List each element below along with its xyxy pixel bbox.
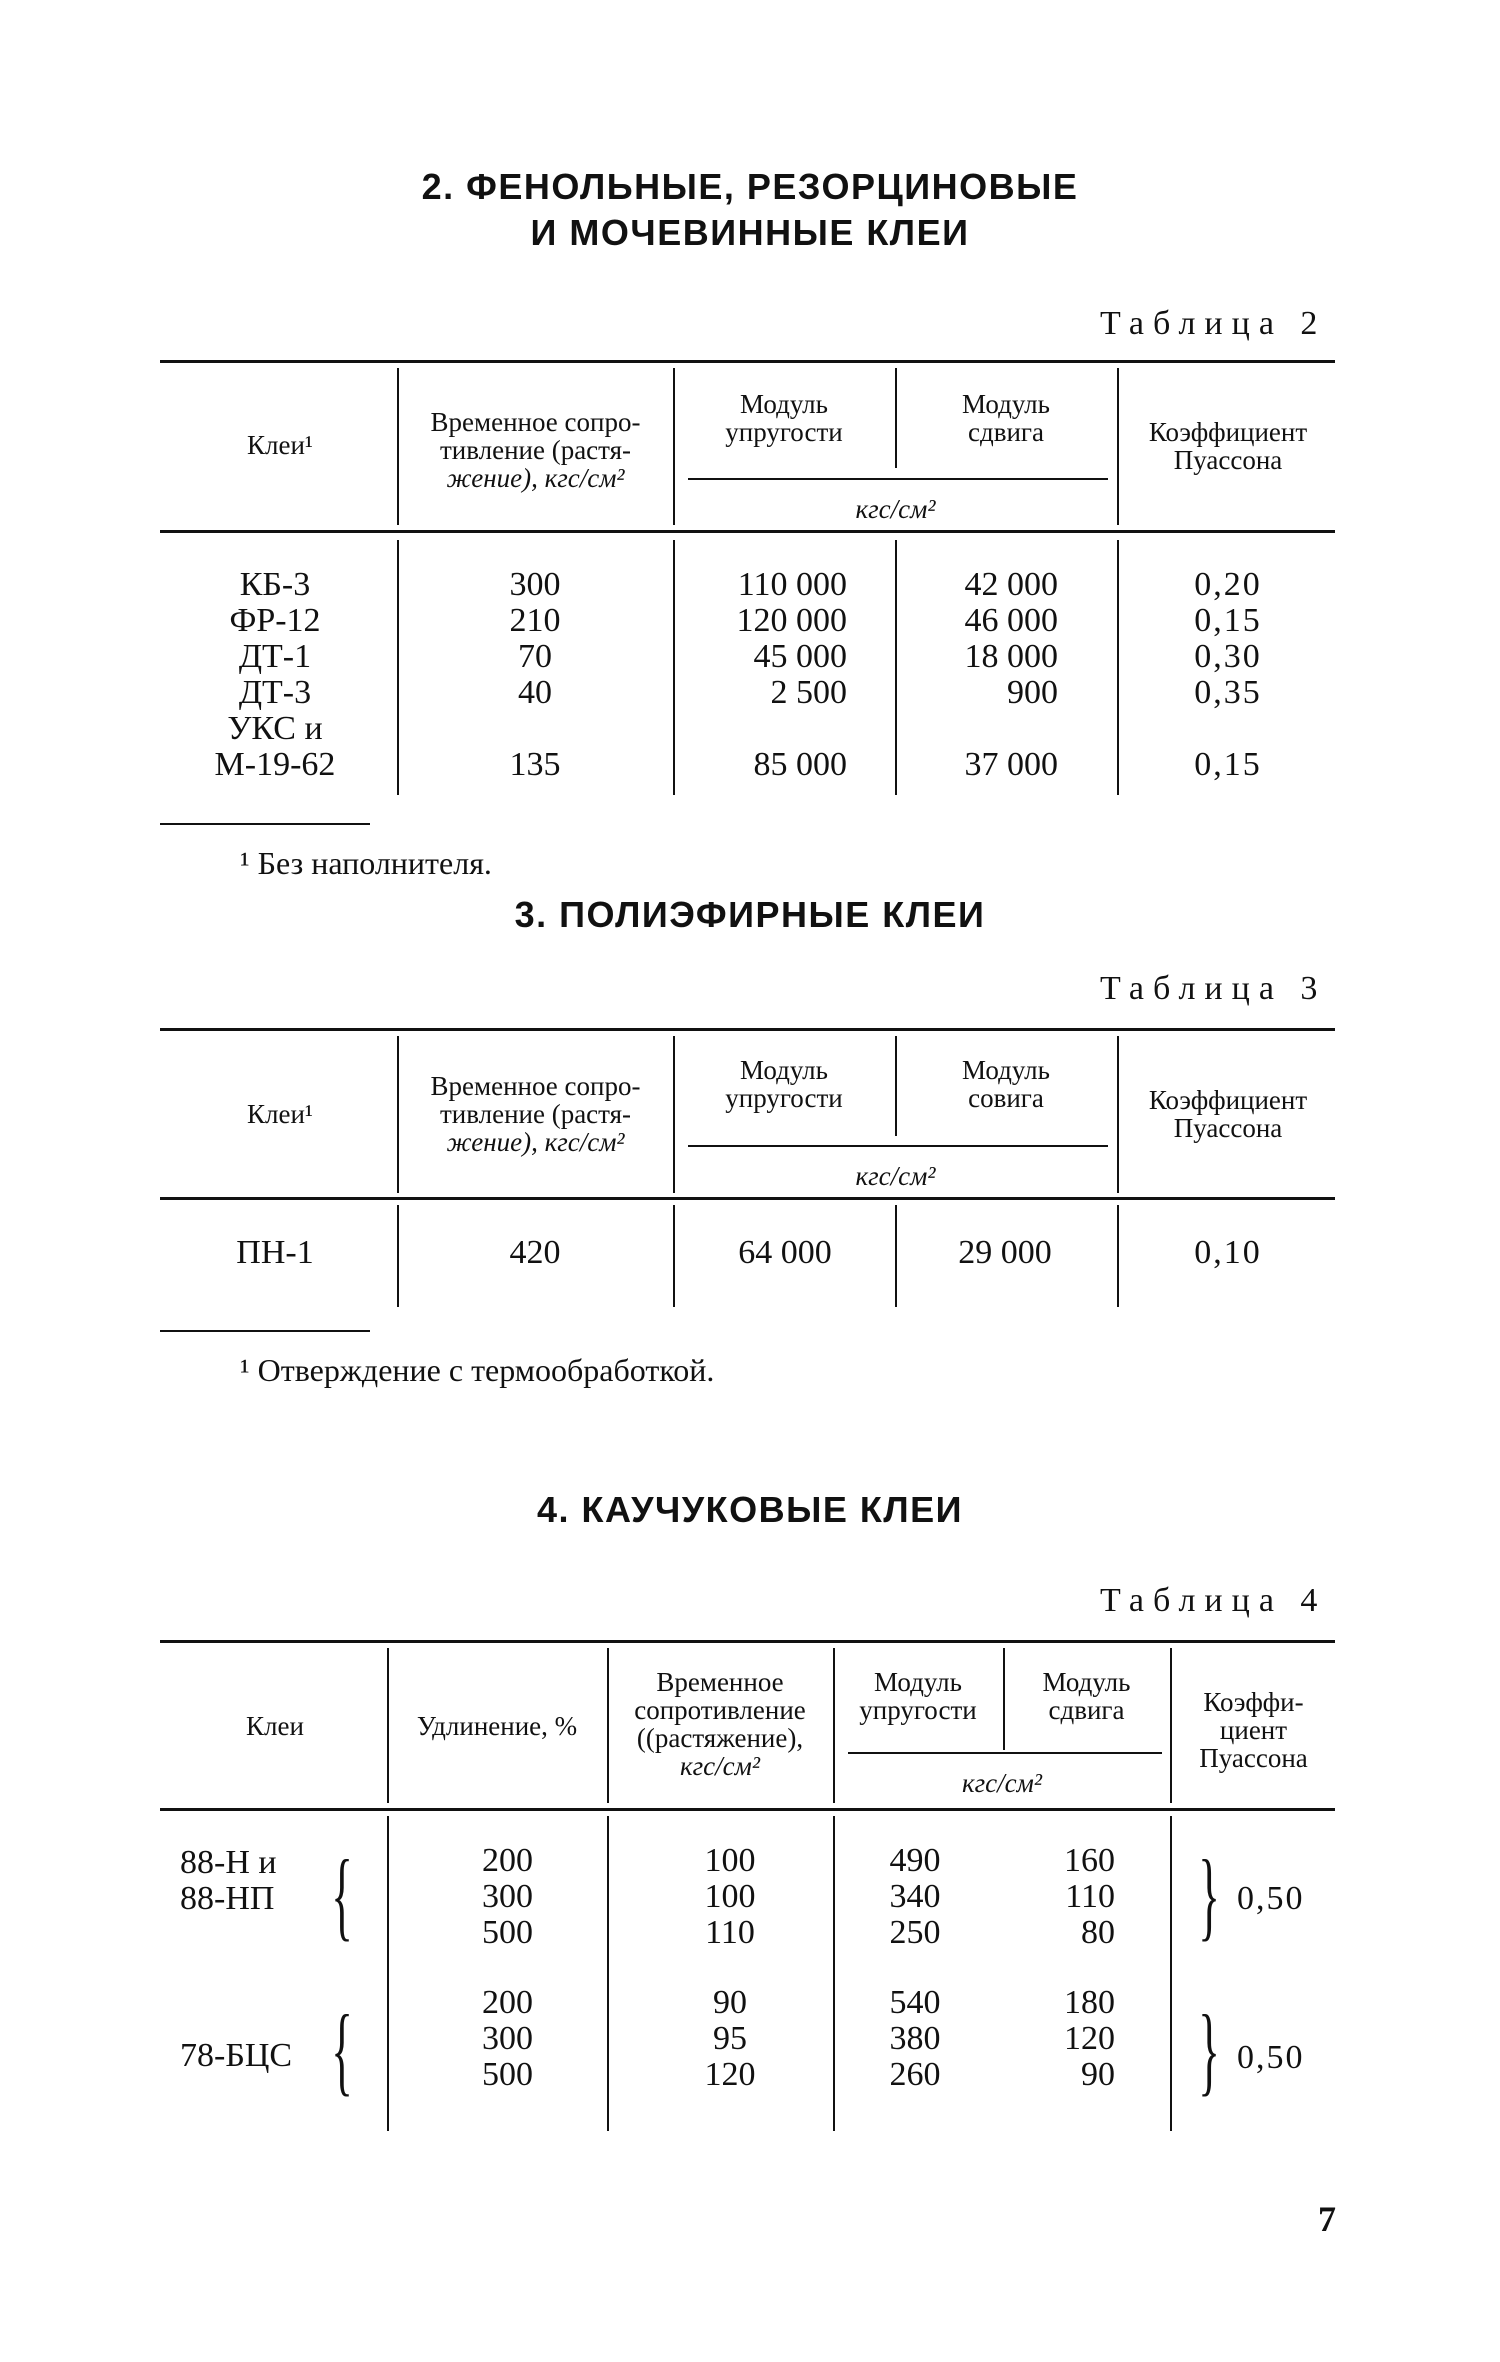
table-cell bbox=[1010, 1985, 1115, 2093]
cell-line: 490 bbox=[889, 1842, 941, 1879]
cell-line: 120 bbox=[704, 2056, 756, 2093]
table-3-vline bbox=[397, 1205, 399, 1307]
row-name-line: 88-НП bbox=[180, 1880, 275, 1917]
table-row-name: М-19-62 bbox=[214, 746, 336, 783]
table-row-name: ДТ-1 bbox=[238, 638, 312, 675]
cell-line: 500 bbox=[482, 2056, 533, 2093]
table-cell: 0,10 bbox=[1194, 1234, 1262, 1271]
table-cell: 40 bbox=[518, 674, 552, 711]
table-4-label: Таблица 4 bbox=[1100, 1582, 1327, 1619]
cell-line: 300 bbox=[482, 1878, 533, 1915]
cell-line: 90 bbox=[1081, 2056, 1115, 2093]
section-2-heading-line-1: 2. ФЕНОЛЬНЫЕ, РЕЗОРЦИНОВЫЕ bbox=[421, 166, 1079, 207]
header-line: Модуль bbox=[1042, 1667, 1131, 1697]
table-3-vline bbox=[673, 1205, 675, 1307]
cell-line: 250 bbox=[889, 1914, 941, 1951]
table-cell: 0,50 bbox=[1237, 2039, 1305, 2076]
table-4-top-rule bbox=[160, 1640, 1335, 1643]
table-cell: 0,15 bbox=[1194, 602, 1262, 639]
cell-line: 200 bbox=[482, 1984, 533, 2021]
header-line: кгс/см² bbox=[680, 1751, 760, 1781]
table-cell: 420 bbox=[509, 1234, 561, 1271]
table-4-header-rule bbox=[160, 1808, 1335, 1811]
cell-line: 90 bbox=[713, 1984, 747, 2021]
section-2-heading-line-2: И МОЧЕВИННЫЕ КЛЕИ bbox=[530, 212, 970, 253]
right-brace-icon: } bbox=[1198, 1994, 1220, 2105]
table-3-label: Таблица 3 bbox=[1100, 970, 1327, 1007]
table-row-name: ФР-12 bbox=[229, 602, 321, 639]
table-cell: 210 bbox=[509, 602, 561, 639]
table-4-header-glue: Клеи bbox=[246, 1711, 304, 1741]
table-cell: 0,35 bbox=[1194, 674, 1262, 711]
header-line: сдвига bbox=[1048, 1695, 1125, 1725]
table-cell: 0,20 bbox=[1194, 566, 1262, 603]
table-3-header-strength bbox=[398, 1072, 673, 1156]
header-line: сопротивление bbox=[634, 1695, 806, 1725]
table-cell bbox=[850, 1843, 980, 1951]
header-line: Временное сопро- bbox=[430, 1071, 641, 1101]
cell-line: 260 bbox=[889, 2056, 941, 2093]
table-4-vline bbox=[833, 1816, 835, 2131]
header-line: Модуль bbox=[740, 389, 828, 419]
table-3-unit: кгс/см² bbox=[855, 1161, 936, 1191]
table-cell: 120 000 bbox=[736, 602, 847, 639]
table-3-footnote: ¹ Отверждение с термообработкой. bbox=[240, 1352, 715, 1388]
table-2-top-rule bbox=[160, 360, 1335, 363]
table-2-unit: кгс/см² bbox=[855, 494, 936, 524]
cell-line: 200 bbox=[482, 1842, 533, 1879]
table-row-name: КБ-3 bbox=[239, 566, 311, 603]
table-cell bbox=[850, 1985, 980, 2093]
table-cell: 300 bbox=[509, 566, 561, 603]
row-name-line: 88-Н и bbox=[180, 1844, 277, 1881]
table-cell bbox=[420, 1843, 595, 1951]
header-line: Модуль bbox=[874, 1667, 962, 1697]
table-4-header-strength bbox=[608, 1668, 832, 1780]
table-cell bbox=[640, 1843, 820, 1951]
table-4-unit-rule bbox=[848, 1752, 1162, 1754]
page-number: 7 bbox=[1318, 2199, 1336, 2239]
cell-line: 340 bbox=[889, 1878, 941, 1915]
header-line: Коэффи- bbox=[1203, 1687, 1304, 1717]
header-line: Коэффициент bbox=[1148, 1085, 1308, 1115]
header-line: Модуль bbox=[962, 1055, 1050, 1085]
table-2-header-elastic bbox=[674, 390, 894, 446]
table-cell: 45 000 bbox=[753, 638, 847, 675]
table-4-vline bbox=[607, 1816, 609, 2131]
table-4-header-elastic bbox=[834, 1668, 1002, 1724]
cell-line: 180 bbox=[1064, 1984, 1115, 2021]
header-line: жение), кгс/см² bbox=[446, 1127, 625, 1157]
table-row-name: УКС и bbox=[227, 710, 323, 747]
cell-line: 110 bbox=[1065, 1878, 1115, 1915]
table-row-name: 78-БЦС bbox=[180, 2037, 293, 2074]
cell-line: 540 bbox=[889, 1984, 941, 2021]
header-line: Пуассона bbox=[1199, 1743, 1308, 1773]
cell-line: 160 bbox=[1064, 1842, 1115, 1879]
table-3-header-rule bbox=[160, 1197, 1335, 1200]
header-line: жение), кгс/см² bbox=[446, 463, 625, 493]
table-2-label: Таблица 2 bbox=[1100, 305, 1327, 342]
cell-line: 80 bbox=[1081, 1914, 1115, 1951]
table-cell: 0,30 bbox=[1194, 638, 1262, 675]
table-2-vline bbox=[673, 540, 675, 795]
left-brace-icon: { bbox=[331, 1839, 353, 1950]
header-line: сдвига bbox=[968, 417, 1044, 447]
table-cell: 135 bbox=[509, 746, 561, 783]
table-3-header-shear bbox=[896, 1056, 1116, 1112]
header-line: совига bbox=[968, 1083, 1044, 1113]
header-line: упругости bbox=[859, 1695, 977, 1725]
cell-line: 380 bbox=[889, 2020, 941, 2057]
table-cell: 37 000 bbox=[964, 746, 1058, 783]
cell-line: 120 bbox=[1064, 2020, 1115, 2057]
table-row-name: ДТ-3 bbox=[238, 674, 312, 711]
header-line: упругости bbox=[725, 417, 843, 447]
header-line: Коэффициент bbox=[1148, 417, 1308, 447]
table-4-header-shear bbox=[1004, 1668, 1169, 1724]
cell-line: 110 bbox=[705, 1914, 755, 1951]
cell-line: 100 bbox=[704, 1878, 756, 1915]
table-cell: 64 000 bbox=[738, 1234, 832, 1271]
table-3-header-elastic bbox=[674, 1056, 894, 1112]
header-line: упругости bbox=[725, 1083, 843, 1113]
cell-line: 100 bbox=[704, 1842, 756, 1879]
table-4-header-poisson bbox=[1171, 1688, 1336, 1772]
right-brace-icon: } bbox=[1198, 1839, 1220, 1950]
table-3-header-glue: Клеи¹ bbox=[246, 1099, 313, 1129]
table-cell: 18 000 bbox=[964, 638, 1058, 675]
table-4-header-elongation: Удлинение, % bbox=[416, 1711, 578, 1741]
table-3-header-poisson bbox=[1118, 1086, 1338, 1142]
table-4-unit: кгс/см² bbox=[962, 1768, 1042, 1798]
cell-line: 500 bbox=[482, 1914, 533, 1951]
table-2-header-poisson bbox=[1118, 418, 1338, 474]
table-cell: 42 000 bbox=[964, 566, 1058, 603]
header-line: Модуль bbox=[740, 1055, 828, 1085]
table-cell: 85 000 bbox=[753, 746, 847, 783]
footnote-rule bbox=[160, 823, 370, 825]
table-3-vline bbox=[895, 1205, 897, 1307]
footnote-rule bbox=[160, 1330, 370, 1332]
table-cell: 0,15 bbox=[1194, 746, 1262, 783]
table-2-header-shear bbox=[896, 390, 1116, 446]
section-3-heading: 3. ПОЛИЭФИРНЫЕ КЛЕИ bbox=[514, 894, 986, 935]
table-2-header-strength bbox=[398, 408, 673, 492]
header-line: Модуль bbox=[962, 389, 1050, 419]
header-line: тивление (растя- bbox=[439, 1099, 632, 1129]
header-line: ((растяжение), bbox=[636, 1723, 804, 1753]
table-3-top-rule bbox=[160, 1028, 1335, 1031]
table-2-footnote: ¹ Без наполнителя. bbox=[240, 845, 492, 881]
table-cell: 29 000 bbox=[958, 1234, 1052, 1271]
table-cell: 900 bbox=[1007, 674, 1058, 711]
header-line: тивление (растя- bbox=[439, 435, 632, 465]
table-2-vline bbox=[895, 540, 897, 795]
header-line: Временное bbox=[656, 1667, 784, 1697]
table-cell: 46 000 bbox=[964, 602, 1058, 639]
table-cell bbox=[1010, 1843, 1115, 1951]
table-row-name bbox=[180, 1845, 277, 1917]
header-line: циент bbox=[1219, 1715, 1288, 1745]
table-2-header-rule bbox=[160, 530, 1335, 533]
left-brace-icon: { bbox=[331, 1994, 353, 2105]
table-cell: 70 bbox=[518, 638, 552, 675]
table-cell: 2 500 bbox=[770, 674, 847, 711]
header-line: Пуассона bbox=[1173, 1113, 1283, 1143]
table-cell bbox=[640, 1985, 820, 2093]
table-cell bbox=[420, 1985, 595, 2093]
table-4-vline bbox=[1170, 1816, 1172, 2131]
table-3-unit-rule bbox=[688, 1145, 1108, 1147]
cell-line: 300 bbox=[482, 2020, 533, 2057]
table-2-vline bbox=[397, 540, 399, 795]
header-line: Пуассона bbox=[1173, 445, 1283, 475]
table-cell: 0,50 bbox=[1237, 1880, 1305, 1917]
cell-line: 95 bbox=[713, 2020, 747, 2057]
section-4-heading: 4. КАУЧУКОВЫЕ КЛЕИ bbox=[536, 1489, 964, 1530]
table-row-name: ПН-1 bbox=[236, 1234, 314, 1271]
table-2-unit-rule bbox=[688, 478, 1108, 480]
table-cell: 110 000 bbox=[737, 566, 847, 603]
table-2-header-glue: Клеи¹ bbox=[246, 430, 313, 460]
table-4-vline bbox=[387, 1816, 389, 2131]
header-line: Временное сопро- bbox=[430, 407, 641, 437]
